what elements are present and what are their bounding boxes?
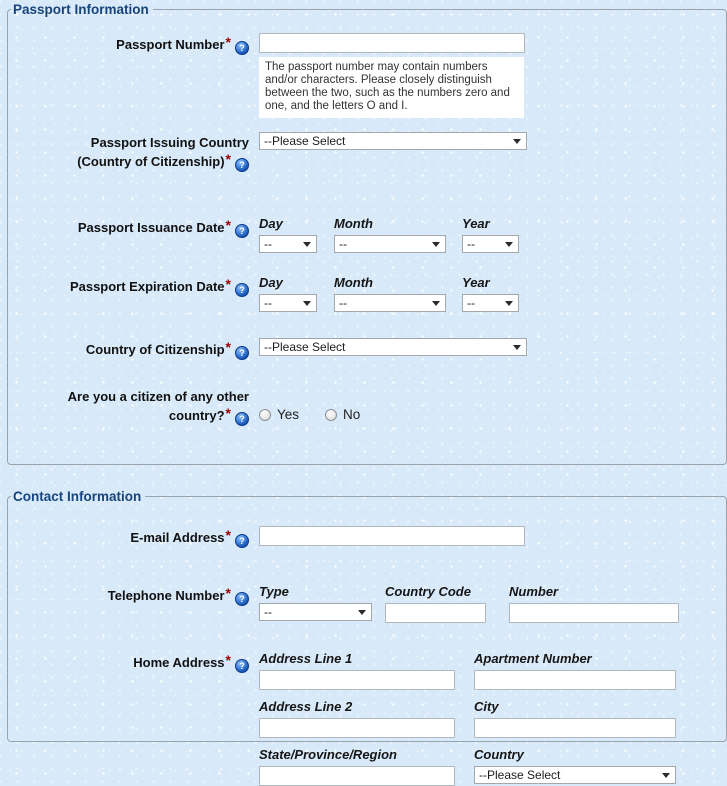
telephone-number-sublabel: Number	[509, 584, 559, 599]
issuance-day-select[interactable]	[259, 235, 317, 253]
issuance-month-group	[334, 216, 446, 253]
city-group	[474, 699, 676, 738]
passport-number-label-text: Passport Number	[116, 37, 225, 52]
email-address-label-text: E-mail Address	[130, 530, 225, 545]
radio-button-icon[interactable]	[259, 409, 271, 421]
passport-issuance-date-row	[8, 216, 726, 253]
dropdown-arrow-icon	[505, 242, 513, 247]
telephone-number-group	[509, 584, 679, 623]
dropdown-arrow-icon	[662, 773, 670, 778]
passport-issuance-date-label	[8, 216, 249, 238]
other-citizenship-row	[8, 386, 726, 426]
passport-number-help-text: The passport number may contain numbers and/or characters. Please closely distinguish between the two, such as the numbers zero and one, and the letters O and I.	[259, 57, 524, 118]
expiration-day-select[interactable]	[259, 294, 317, 312]
contact-information-section	[7, 489, 727, 782]
required-asterisk: *	[225, 151, 231, 167]
home-address-row	[8, 651, 726, 786]
telephone-type-select[interactable]	[259, 603, 372, 621]
apartment-number-group	[474, 651, 676, 690]
state-province-region-input[interactable]	[259, 766, 455, 786]
passport-issuing-country-selected-value: --Please Select	[264, 134, 346, 148]
help-icon[interactable]: ?	[235, 224, 249, 238]
country-select[interactable]	[474, 766, 676, 784]
expiration-year-group	[462, 275, 519, 312]
expiration-day-group	[259, 275, 317, 312]
home-address-label-text: Home Address	[133, 655, 225, 670]
passport-issuing-country-label-line2: (Country of Citizenship)* ?	[8, 152, 249, 172]
required-asterisk: *	[225, 527, 231, 543]
issuance-day-group	[259, 216, 317, 253]
telephone-type-selected-value: --	[264, 605, 272, 619]
dropdown-arrow-icon	[432, 242, 440, 247]
dropdown-arrow-icon	[505, 301, 513, 306]
issuance-year-selected-value: --	[467, 237, 475, 251]
home-address-label	[8, 651, 249, 673]
country-group	[474, 747, 676, 786]
required-asterisk: *	[225, 34, 231, 50]
issuance-month-select[interactable]	[334, 235, 446, 253]
issuance-day-selected-value: --	[264, 237, 272, 251]
issuance-month-label: Month	[334, 216, 373, 231]
required-asterisk: *	[225, 405, 231, 421]
expiration-year-select[interactable]	[462, 294, 519, 312]
country-selected-value: --Please Select	[479, 768, 561, 782]
required-asterisk: *	[225, 339, 231, 355]
state-province-region-group	[259, 747, 455, 786]
issuance-day-label: Day	[259, 216, 283, 231]
radio-button-icon[interactable]	[325, 409, 337, 421]
dropdown-arrow-icon	[432, 301, 440, 306]
address-line2-input[interactable]	[259, 718, 455, 738]
other-citizenship-yes-option[interactable]	[259, 407, 299, 422]
telephone-type-label: Type	[259, 584, 289, 599]
required-asterisk: *	[225, 652, 231, 668]
passport-issuing-country-label	[8, 132, 249, 172]
address-line1-group	[259, 651, 455, 690]
help-icon[interactable]: ?	[235, 346, 249, 360]
dropdown-arrow-icon	[513, 139, 521, 144]
help-icon[interactable]: ?	[235, 534, 249, 548]
passport-issuance-date-label-text: Passport Issuance Date	[77, 220, 225, 235]
country-of-citizenship-selected-value: --Please Select	[264, 340, 346, 354]
country-of-citizenship-label	[8, 338, 249, 360]
passport-expiration-date-label	[8, 275, 249, 297]
telephone-number-label-text: Telephone Number	[107, 588, 225, 603]
expiration-month-selected-value: --	[339, 296, 347, 310]
help-icon[interactable]: ?	[235, 412, 249, 426]
passport-number-row	[8, 33, 726, 118]
telephone-country-code-group	[385, 584, 486, 623]
issuance-year-label: Year	[462, 216, 490, 231]
contact-section-legend: Contact Information	[13, 489, 142, 504]
dropdown-arrow-icon	[303, 242, 311, 247]
apartment-number-label: Apartment Number	[474, 651, 592, 666]
passport-issuing-country-select[interactable]	[259, 132, 527, 150]
expiration-month-group	[334, 275, 446, 312]
telephone-country-code-label: Country Code	[385, 584, 471, 599]
country-of-citizenship-label-text: Country of Citizenship	[85, 342, 225, 357]
passport-information-section	[7, 2, 727, 465]
country-label: Country	[474, 747, 524, 762]
email-address-row	[8, 526, 726, 548]
dropdown-arrow-icon	[303, 301, 311, 306]
expiration-year-selected-value: --	[467, 296, 475, 310]
telephone-number-label	[8, 584, 249, 606]
expiration-day-selected-value: --	[264, 296, 272, 310]
telephone-number-row	[8, 584, 726, 623]
no-radio-label: No	[343, 407, 361, 422]
telephone-type-group	[259, 584, 372, 623]
help-icon[interactable]: ?	[235, 158, 249, 172]
passport-number-label	[8, 33, 249, 55]
address-line1-label: Address Line 1	[259, 651, 353, 666]
passport-section-legend: Passport Information	[13, 2, 149, 17]
expiration-month-label: Month	[334, 275, 373, 290]
other-citizenship-label-line2: country?* ?	[8, 406, 249, 426]
other-citizenship-label	[8, 386, 249, 426]
address-line2-label: Address Line 2	[259, 699, 353, 714]
required-asterisk: *	[225, 217, 231, 233]
help-icon[interactable]: ?	[235, 283, 249, 297]
passport-expiration-date-label-text: Passport Expiration Date	[69, 279, 225, 294]
address-line1-input[interactable]	[259, 670, 455, 690]
apartment-number-input[interactable]	[474, 670, 676, 690]
issuance-year-group	[462, 216, 519, 253]
telephone-country-code-input[interactable]	[385, 603, 486, 623]
issuance-year-select[interactable]	[462, 235, 519, 253]
email-address-label	[8, 526, 249, 548]
passport-issuing-country-row	[8, 132, 726, 172]
passport-issuing-country-label-line1: Passport Issuing Country	[90, 135, 249, 150]
city-label: City	[474, 699, 499, 714]
required-asterisk: *	[225, 585, 231, 601]
help-icon[interactable]: ?	[235, 41, 249, 55]
dropdown-arrow-icon	[358, 610, 366, 615]
expiration-month-select[interactable]	[334, 294, 446, 312]
help-icon[interactable]: ?	[235, 659, 249, 673]
passport-expiration-date-row	[8, 275, 726, 312]
expiration-day-label: Day	[259, 275, 283, 290]
yes-radio-label: Yes	[277, 407, 300, 422]
address-line2-group	[259, 699, 455, 738]
other-citizenship-label-line1: Are you a citizen of any other	[67, 389, 249, 404]
other-citizenship-no-option[interactable]	[325, 407, 360, 422]
email-address-input[interactable]	[259, 526, 525, 546]
state-province-region-label: State/Province/Region	[259, 747, 397, 762]
issuance-month-selected-value: --	[339, 237, 347, 251]
country-of-citizenship-select[interactable]	[259, 338, 527, 356]
dropdown-arrow-icon	[513, 345, 521, 350]
telephone-number-input[interactable]	[509, 603, 679, 623]
expiration-year-label: Year	[462, 275, 490, 290]
city-input[interactable]	[474, 718, 676, 738]
help-icon[interactable]: ?	[235, 592, 249, 606]
passport-number-input[interactable]	[259, 33, 525, 53]
required-asterisk: *	[225, 276, 231, 292]
country-of-citizenship-row	[8, 338, 726, 360]
